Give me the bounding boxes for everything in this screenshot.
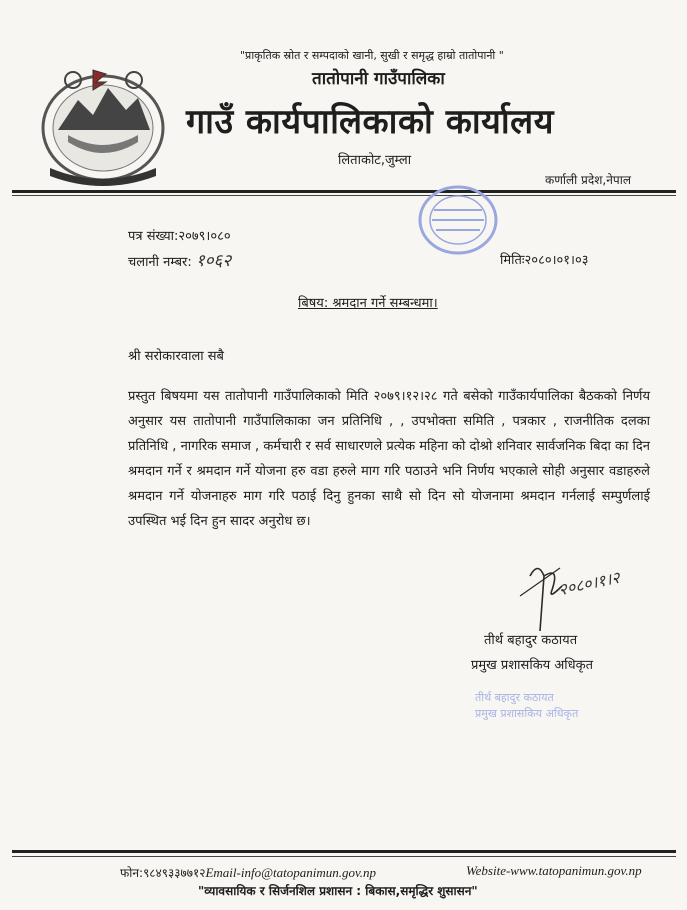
- office-address: लिताकोट,जुम्ला: [338, 153, 412, 168]
- footer-contact: [120, 864, 376, 881]
- subject-line: बिषय: श्रमदान गर्ने सम्बन्धमा।: [298, 296, 438, 311]
- motto-text: "प्राकृतिक स्रोत र सम्पदाको खानी, सुखी र समृद्ध हाम्रो तातोपानी ": [240, 49, 504, 62]
- signer-title: प्रमुख प्रशासकिय अधिकृत: [471, 658, 594, 673]
- dispatch-number: [128, 248, 231, 271]
- footer-divider: [12, 850, 676, 853]
- letter-body: प्रस्तुत बिषयमा यस तातोपानी गाउँपालिकाको मिति २०७९।१२।२८ गते बसेको गाउँकार्यपालिका बैठकको निर्णय अनुसार यस तातोपानी गाउँपालिकाका जन प्रतिनिधि , , उपभोक्ता समिति , पत्रकार , राजनीतिक दलका प्रतिनिधि , नागरिक समाज , कर्मचारी र सर्व साधारणले प्रत्येक महिना को दोश्रो शनिवार सार्वजनिक बिदा का दिन श्रमदान गर्ने र श्रमदान गर्ने योजना हरु वडा हरुले माग गरि पठाउने भनि निर्णय भएकाले सोही अनुसार वडाहरुले श्रमदान गर्ने योजनाहरु माग गरि पठाई दिनु हुनका साथै सो दिन सो योजनामा श्रमदान गर्नलाई सम्पुर्णलाई उपस्थित भई दिन हुन सादर अनुरोध छ।: [128, 389, 650, 529]
- municipality-name: तातोपानी गाउँपालिका: [312, 69, 445, 89]
- signer-stamp-name: तीर्थ बहादुर कठायत: [475, 691, 554, 704]
- office-title: गाउँ कार्यपालिकाको कार्यालय: [186, 102, 554, 142]
- office-stamp: [410, 180, 506, 260]
- dispatch-label: चलानी नम्बर:: [128, 255, 192, 270]
- nepal-emblem-logo: [38, 60, 168, 190]
- header-divider-thin: [12, 195, 676, 196]
- footer-slogan: "व्यावसायिक र सिर्जनशिल प्रशासन : बिकास,समृद्धिर शुसासन": [198, 884, 478, 898]
- signer-name-stamp: [475, 690, 578, 722]
- province-text: कर्णाली प्रदेश,नेपाल: [545, 173, 631, 187]
- letter-date: मितिः२०८०।०१।०३: [500, 253, 589, 268]
- signer-name: तीर्थ बहादुर कठायत: [484, 633, 578, 648]
- footer-website: Website-www.tatopanimun.gov.np: [466, 863, 642, 878]
- dispatch-handwritten-value: १०६२: [195, 251, 232, 271]
- signer-stamp-title: प्रमुख प्रशासकिय अधिकृत: [475, 707, 579, 720]
- footer-phone: फोन:९८४९३३७७१२: [120, 866, 206, 880]
- header-divider: [12, 190, 676, 193]
- salutation: श्री सरोकारवाला सबै: [128, 349, 224, 364]
- footer-divider-thin: [12, 856, 676, 857]
- footer-email: Email-info@tatopanimun.gov.np: [205, 865, 377, 880]
- signature-date: २०८०।१।२: [556, 567, 622, 600]
- letter-number: पत्र संख्या:२०७९।०८०: [128, 229, 231, 244]
